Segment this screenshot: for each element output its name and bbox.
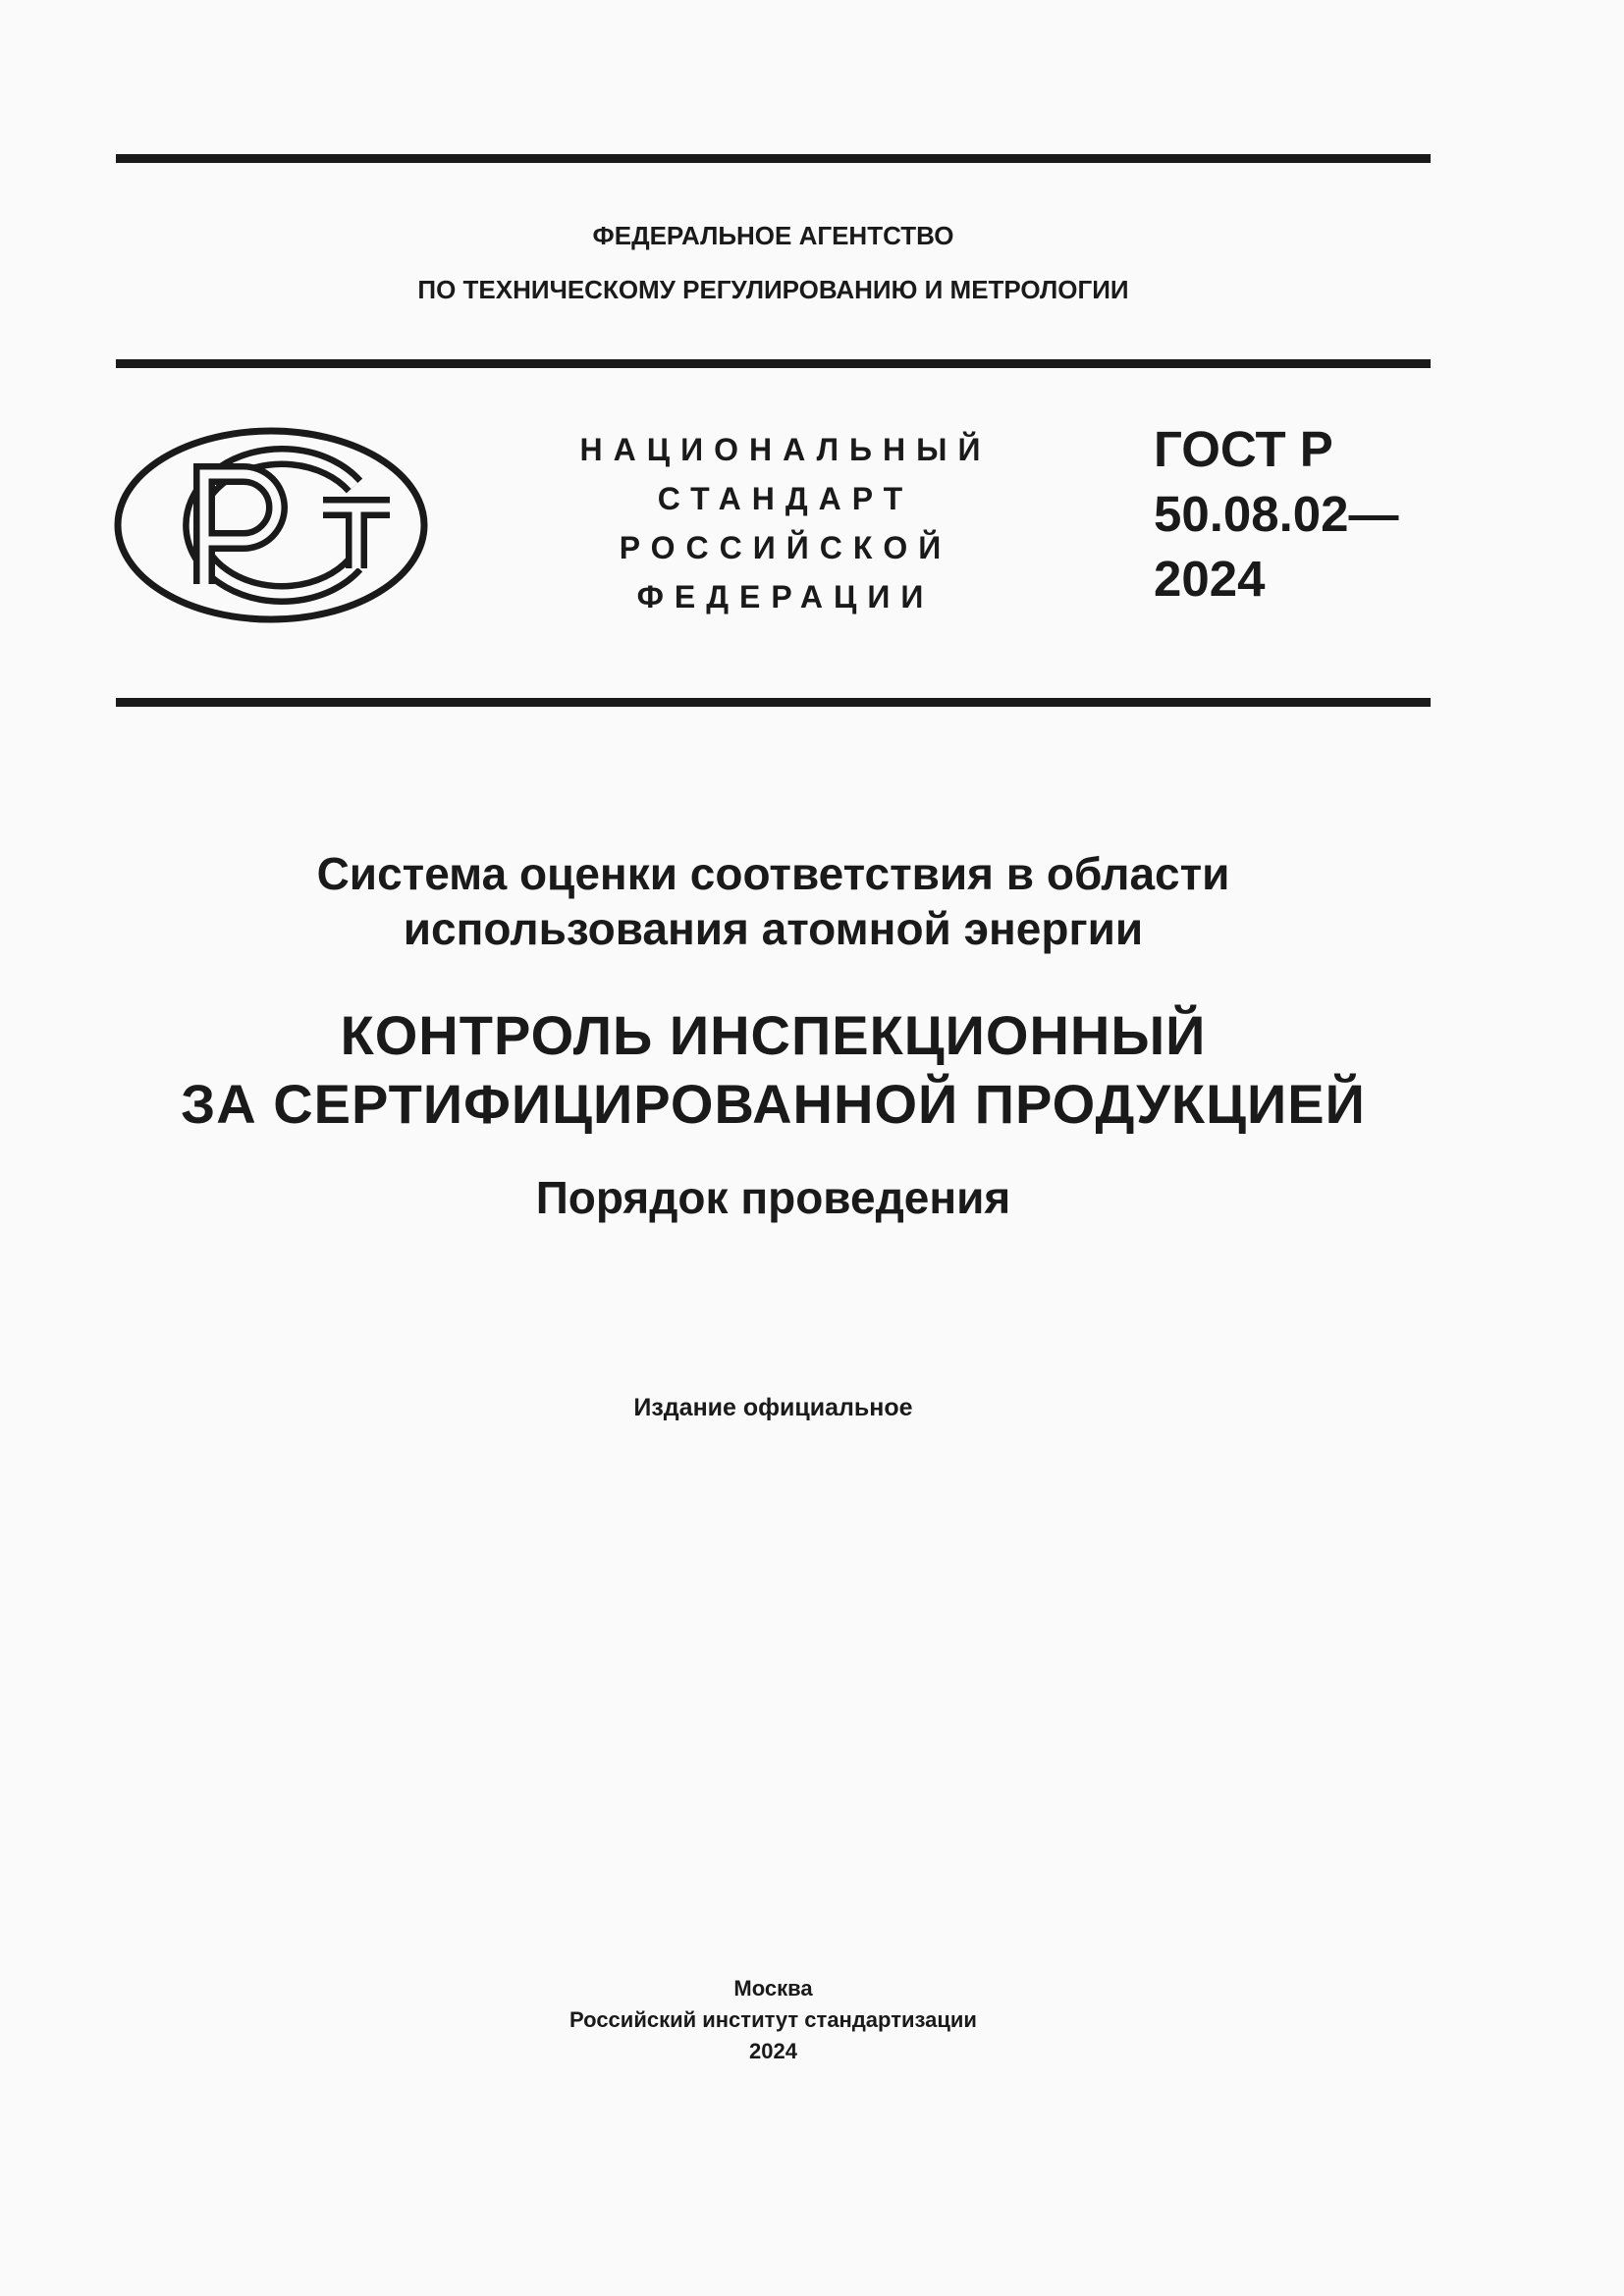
series-title-line: Система оценки соответствия в области <box>316 848 1230 899</box>
series-title-line: использования атомной энергии <box>403 903 1144 954</box>
national-standard-line: СТАНДАРТ <box>657 481 914 516</box>
edition-label: Издание официальное <box>633 1394 913 1421</box>
agency-name-line2: ПО ТЕХНИЧЕСКОМУ РЕГУЛИРОВАНИЮ И МЕТРОЛОГИИ <box>417 275 1129 304</box>
designation-line: 50.08.02— <box>1154 486 1399 542</box>
rst-conformity-mark-icon <box>114 427 428 623</box>
main-title <box>116 1001 1431 1139</box>
imprint-year: 2024 <box>749 2039 797 2063</box>
section-rule <box>116 698 1431 707</box>
national-standard-label <box>550 425 1021 621</box>
designation-line: 2024 <box>1154 551 1266 607</box>
national-standard-line: ФЕДЕРАЦИИ <box>636 579 935 614</box>
header-rule <box>116 359 1431 368</box>
main-title-line: ЗА СЕРТИФИЦИРОВАННОЙ ПРОДУКЦИЕЙ <box>181 1073 1366 1135</box>
top-rule <box>116 154 1431 163</box>
national-standard-line: НАЦИОНАЛЬНЫЙ <box>579 432 992 467</box>
main-title-line: КОНТРОЛЬ ИНСПЕКЦИОННЫЙ <box>340 1004 1207 1066</box>
imprint-publisher: Российский институт стандартизации <box>569 2007 977 2032</box>
imprint <box>116 1973 1431 2067</box>
agency-name-line1: ФЕДЕРАЛЬНОЕ АГЕНТСТВО <box>592 221 954 250</box>
series-title <box>116 846 1431 956</box>
standard-designation <box>1154 417 1399 612</box>
subtitle: Порядок проведения <box>535 1172 1011 1223</box>
designation-line: ГОСТ Р <box>1154 421 1333 477</box>
national-standard-line: РОССИЙСКОЙ <box>619 530 952 565</box>
imprint-city: Москва <box>733 1976 813 2001</box>
